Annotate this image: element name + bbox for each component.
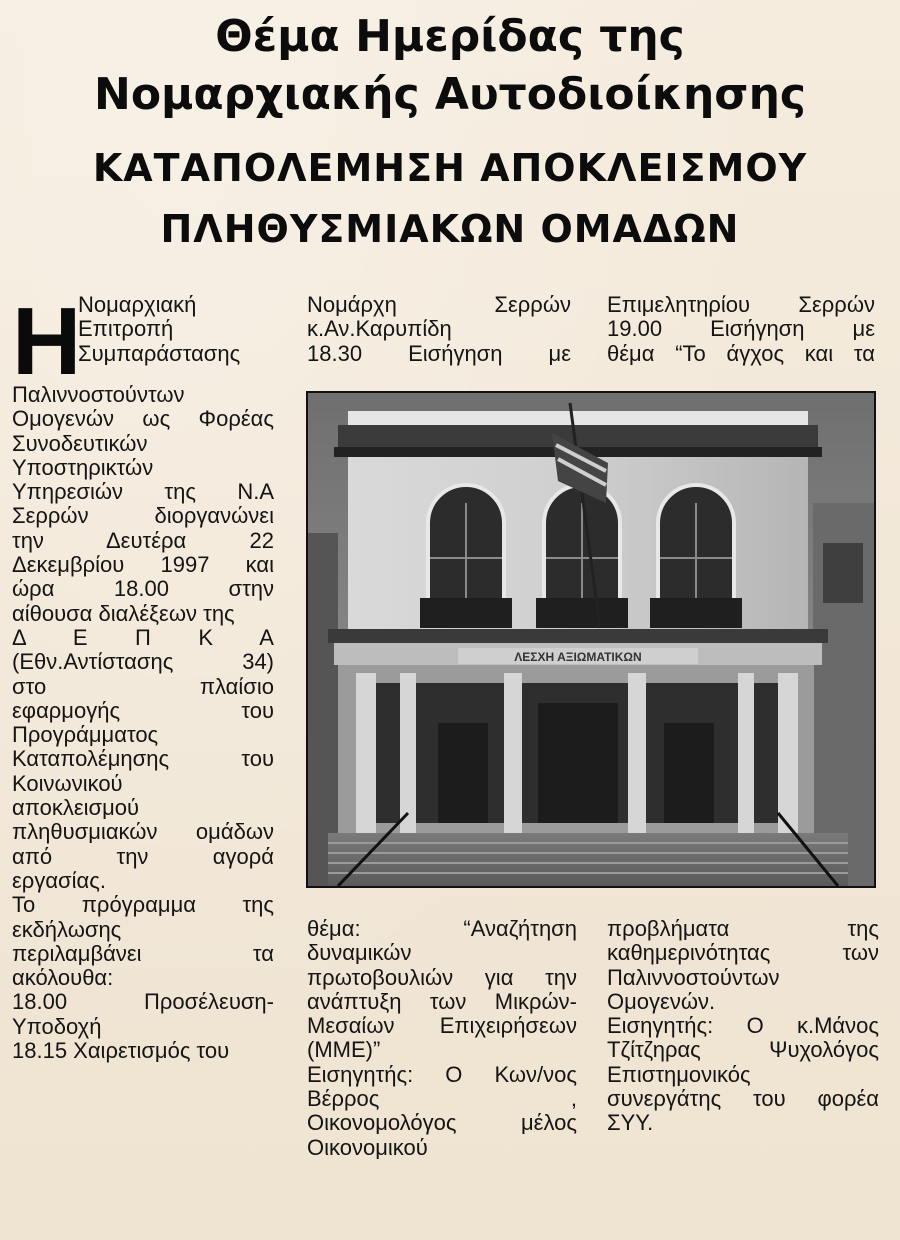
article-line: Καταπολέμησης του — [12, 747, 274, 772]
article-line: Σερρών διοργανώνει — [12, 504, 274, 529]
article-line: Δεκεμβρίου 1997 και — [12, 553, 274, 578]
article-line: προβλήματα της — [607, 917, 879, 941]
article-line: Υποδοχή — [12, 1014, 102, 1039]
article-line: Προγράμματος — [12, 723, 159, 748]
article-line: Μεσαίων Επιχειρήσεων — [307, 1014, 577, 1039]
article-line: Υποστηρικτών — [12, 455, 154, 480]
article-line: (ΜΜΕ)” — [307, 1038, 381, 1063]
article-line: ακόλουθα: — [12, 966, 114, 991]
article-line: εφαρμογής του — [12, 698, 274, 723]
drop-cap: Η — [12, 288, 82, 395]
article-column-2-top — [307, 293, 571, 366]
headline-line-4: ΠΛΗΘΥΣΜΙΑΚΩΝ ΟΜΑΔΩΝ — [160, 207, 740, 251]
article-line: ώρα 18.00 στην — [12, 577, 274, 602]
article-line: θέμα: “Αναζήτηση — [307, 917, 577, 941]
article-line: ανάπτυξη των Μικρών- — [307, 989, 577, 1014]
article-line: Κοινωνικού — [12, 771, 123, 796]
article-line: Επιτροπή — [78, 317, 174, 342]
article-line: Επιστημονικός — [607, 1062, 751, 1087]
article-line: Βέρρος , — [307, 1087, 577, 1112]
article-line: Νομάρχη Σερρών — [307, 293, 571, 317]
article-line: Παλιννοστούντων — [607, 965, 780, 990]
headline-line-3: ΚΑΤΑΠΟΛΕΜΗΣΗ ΑΠΟΚΛΕΙΣΜΟΥ — [92, 146, 808, 190]
article-line: Ομογενών. — [607, 989, 716, 1014]
article-line: εκδήλωσης — [12, 917, 122, 942]
article-line: Επιμελητηρίου Σερρών — [607, 293, 875, 317]
article-line: Ομογενών ως Φορέας — [12, 407, 274, 432]
article-line: αίθουσα διαλέξεων της — [12, 601, 235, 626]
article-line: πρωτοβουλιών για την — [307, 965, 577, 990]
article-line: 19.00 Εισήγηση με — [607, 317, 875, 342]
article-line: Εισηγητής: Ο Κων/νος — [307, 1062, 577, 1087]
article-line: 18.15 Χαιρετισμός του — [12, 1039, 230, 1064]
article-line: (Εθν.Αντίστασης 34) — [12, 650, 274, 675]
article-column-3-top — [607, 293, 875, 366]
headline-line-2: Νομαρχιακής Αυτοδιοίκησης — [94, 69, 806, 120]
article-line: εργασίας. — [12, 868, 106, 893]
headline-line-1: Θέμα Ημερίδας της — [215, 11, 685, 62]
article-line: κ.Αν.Καρυπίδη — [307, 317, 452, 342]
article-line: ΣΥΥ. — [607, 1111, 654, 1136]
article-line: στο πλαίσιο — [12, 674, 274, 699]
article-line: Παλιννοστούντων — [12, 383, 185, 407]
article-column-1-intro — [78, 293, 274, 366]
article-column-1 — [12, 383, 274, 1063]
article-line: Υπηρεσιών της Ν.Α — [12, 480, 274, 505]
article-line: πληθυσμιακών ομάδων — [12, 820, 274, 845]
article-line: Τζίτζηρας Ψυχολόγος — [607, 1038, 879, 1063]
article-line: 18.00 Προσέλευση- — [12, 990, 274, 1015]
article-line: από την αγορά — [12, 844, 274, 869]
article-line: Οικονομολόγος μέλος — [307, 1111, 577, 1136]
article-line: Συμπαράστασης — [78, 341, 241, 366]
article-line: Συνοδευτικών — [12, 431, 148, 456]
article-line: Οικονομικού — [307, 1135, 428, 1160]
article-line: Το πρόγραμμα της — [12, 893, 274, 918]
building-sign: ΛΕΣΧΗ ΑΞΙΩΜΑΤΙΚΩΝ — [514, 650, 642, 664]
article-line: την Δευτέρα 22 — [12, 528, 274, 553]
article-column-3-bottom — [607, 917, 879, 1136]
building-photo-illustration — [308, 393, 874, 886]
article-line: καθημερινότητας των — [607, 941, 879, 966]
article-line: θέμα “Το άγχος και τα — [607, 341, 875, 366]
article-line: Εισηγητής: Ο κ.Μάνος — [607, 1014, 879, 1039]
building-photograph — [306, 391, 876, 888]
article-line: Δ Ε Π Κ Α — [12, 625, 274, 650]
article-line: αποκλεισμού — [12, 796, 140, 821]
article-line: 18.30 Εισήγηση με — [307, 341, 571, 366]
article-line: Νομαρχιακή — [78, 293, 197, 317]
article-line: περιλαμβάνει τα — [12, 941, 274, 966]
article-line: συνεργάτης του φορέα — [607, 1087, 879, 1112]
article-column-2-bottom — [307, 917, 577, 1160]
article-line: δυναμικών — [307, 941, 412, 966]
